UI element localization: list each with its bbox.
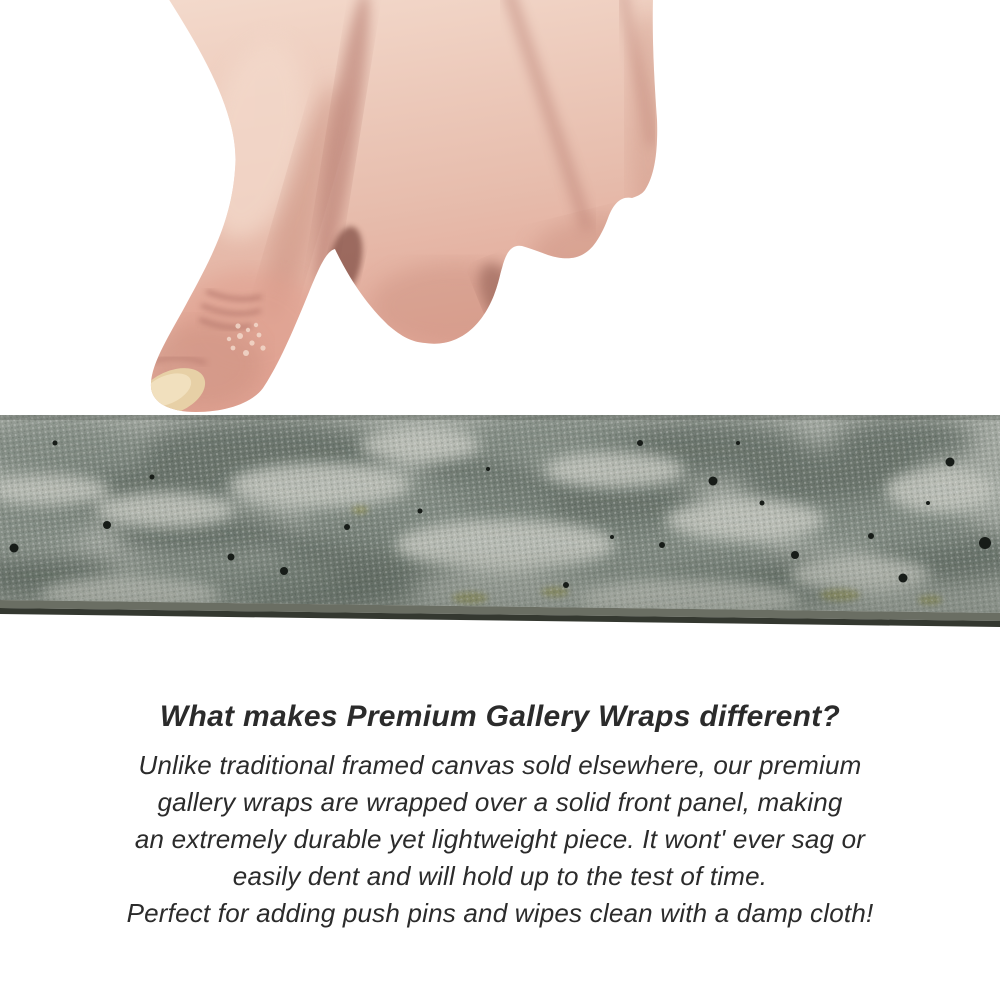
caption-line: Unlike traditional framed canvas sold elsewhere, our premium bbox=[138, 750, 862, 780]
caption-line: easily dent and will hold up to the test of time. bbox=[232, 861, 768, 891]
caption-line: an extremely durable yet lightweight piece. It wont' ever sag or bbox=[134, 824, 866, 854]
marketing-copy bbox=[0, 700, 1000, 932]
caption-heading: What makes Premium Gallery Wraps different? bbox=[159, 700, 841, 733]
hand-pressing-finger-illustration bbox=[0, 0, 1000, 415]
caption-line: Perfect for adding push pins and wipes clean with a damp cloth! bbox=[126, 898, 874, 928]
gallery-wrap-canvas-edge bbox=[0, 415, 1000, 630]
caption-line: gallery wraps are wrapped over a solid front panel, making bbox=[157, 787, 843, 817]
canvas-texture bbox=[0, 415, 1000, 620]
